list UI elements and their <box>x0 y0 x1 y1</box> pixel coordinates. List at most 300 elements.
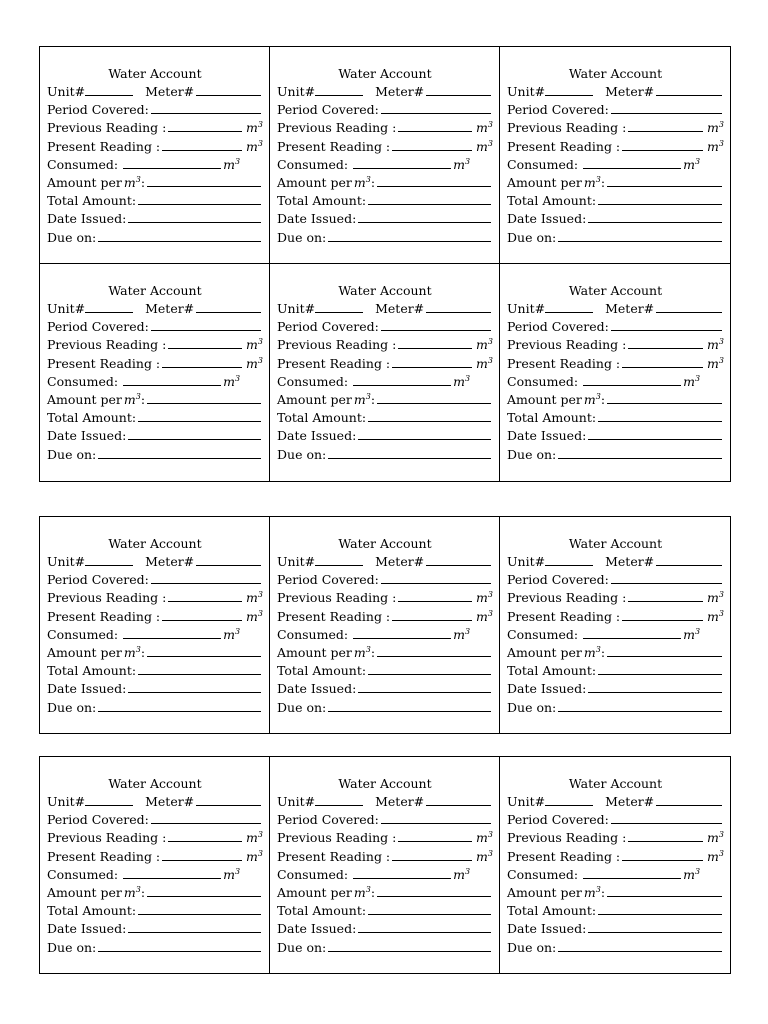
amount-per-label: Amount per <box>47 174 122 190</box>
period-covered-field[interactable] <box>381 318 491 331</box>
amount-per-field[interactable] <box>147 884 261 897</box>
unit-exponent: 3 <box>487 848 493 858</box>
unit-exponent: 3 <box>365 391 371 401</box>
total-amount-field[interactable] <box>368 902 491 915</box>
amount-per-colon: : <box>600 644 606 660</box>
unit-exponent: 3 <box>365 174 371 184</box>
total-amount-field[interactable] <box>138 192 261 205</box>
present-reading-field[interactable] <box>162 608 242 621</box>
due-on-field[interactable] <box>558 229 722 242</box>
unit-label: Unit# <box>277 554 316 569</box>
form-sheet-2 <box>39 516 731 734</box>
present-reading-label: Present Reading : <box>47 138 161 154</box>
previous-reading-label: Previous Reading : <box>47 830 167 846</box>
due-on-field[interactable] <box>98 229 261 242</box>
date-issued-row <box>47 680 263 698</box>
unit-exponent: 3 <box>135 174 141 184</box>
unit-exponent: 3 <box>234 373 241 383</box>
total-amount-field[interactable] <box>598 409 722 422</box>
unit-number-field[interactable] <box>85 83 133 96</box>
unit-exponent: 3 <box>234 156 241 166</box>
unit-meter-row <box>277 793 493 811</box>
period-covered-row <box>507 811 724 829</box>
consumed-row <box>277 373 493 391</box>
unit-label: Unit# <box>47 84 86 99</box>
unit-number-field[interactable] <box>85 793 133 806</box>
period-covered-field[interactable] <box>381 101 491 114</box>
unit-label: Unit# <box>507 554 546 569</box>
total-amount-field[interactable] <box>598 902 722 915</box>
amount-per-row <box>277 391 493 409</box>
meter-label: Meter# <box>605 554 655 569</box>
cubic-meter-unit <box>246 829 263 847</box>
amount-per-field[interactable] <box>607 644 722 657</box>
amount-per-row <box>47 391 263 409</box>
due-on-field[interactable] <box>558 939 722 952</box>
unit-letter: m <box>707 830 719 846</box>
unit-number-field[interactable] <box>545 553 593 566</box>
meter-number-field[interactable] <box>656 553 722 566</box>
present-reading-field[interactable] <box>392 138 472 151</box>
present-reading-row <box>47 608 263 626</box>
consumed-field[interactable] <box>123 866 221 879</box>
due-on-field[interactable] <box>558 446 722 459</box>
present-reading-row <box>47 138 263 156</box>
amount-per-row <box>507 391 724 409</box>
present-reading-field[interactable] <box>622 138 703 151</box>
date-issued-row <box>507 920 724 938</box>
previous-reading-field[interactable] <box>168 829 242 842</box>
amount-per-colon: : <box>600 391 606 407</box>
previous-reading-field[interactable] <box>628 336 703 349</box>
due-on-label: Due on: <box>47 939 97 955</box>
unit-exponent: 3 <box>487 337 493 347</box>
amount-per-row <box>47 174 263 192</box>
unit-number-field[interactable] <box>315 300 363 313</box>
amount-per-row <box>47 884 263 902</box>
period-covered-field[interactable] <box>151 318 261 331</box>
present-reading-label: Present Reading : <box>507 848 621 864</box>
unit-label: Unit# <box>47 794 86 809</box>
meter-label: Meter# <box>145 84 195 99</box>
date-issued-label: Date Issued: <box>277 428 357 444</box>
date-issued-label: Date Issued: <box>507 428 587 444</box>
date-issued-label: Date Issued: <box>507 681 587 697</box>
present-reading-row <box>277 848 493 866</box>
meter-number-field[interactable] <box>656 83 722 96</box>
amount-per-row <box>47 644 263 662</box>
unit-exponent: 3 <box>487 830 493 840</box>
previous-reading-field[interactable] <box>168 336 242 349</box>
total-amount-row <box>507 662 724 680</box>
consumed-field[interactable] <box>353 156 451 169</box>
unit-number-field[interactable] <box>545 793 593 806</box>
cubic-meter-unit <box>683 156 700 174</box>
previous-reading-field[interactable] <box>398 336 472 349</box>
unit-exponent: 3 <box>464 373 471 383</box>
period-covered-label: Period Covered: <box>277 572 379 588</box>
present-reading-label: Present Reading : <box>47 355 161 371</box>
cubic-meter-unit <box>124 644 141 662</box>
date-issued-row <box>507 210 724 228</box>
unit-exponent: 3 <box>487 355 493 365</box>
period-covered-field[interactable] <box>381 811 491 824</box>
present-reading-field[interactable] <box>622 608 703 621</box>
cubic-meter-unit <box>453 626 470 644</box>
due-on-label: Due on: <box>277 446 327 462</box>
unit-letter: m <box>476 848 488 864</box>
cubic-meter-unit <box>707 608 724 626</box>
meter-number-field[interactable] <box>426 553 491 566</box>
due-on-label: Due on: <box>277 939 327 955</box>
meter-number-field[interactable] <box>196 793 261 806</box>
amount-per-field[interactable] <box>147 174 261 187</box>
period-covered-field[interactable] <box>381 571 491 584</box>
unit-exponent: 3 <box>487 608 493 618</box>
unit-label: Unit# <box>47 301 86 316</box>
meter-number-field[interactable] <box>196 300 261 313</box>
meter-label: Meter# <box>145 554 195 569</box>
amount-per-label: Amount per <box>277 644 352 660</box>
meter-number-field[interactable] <box>656 300 722 313</box>
water-account-card <box>40 517 270 734</box>
consumed-row <box>277 866 493 884</box>
total-amount-row <box>277 192 493 210</box>
amount-per-label: Amount per <box>507 644 582 660</box>
present-reading-field[interactable] <box>392 355 472 368</box>
cubic-meter-unit <box>683 866 700 884</box>
amount-per-field[interactable] <box>377 174 491 187</box>
consumed-field[interactable] <box>353 373 451 386</box>
date-issued-field[interactable] <box>588 210 722 223</box>
present-reading-field[interactable] <box>162 355 242 368</box>
total-amount-field[interactable] <box>598 662 722 675</box>
date-issued-label: Date Issued: <box>277 211 357 227</box>
previous-reading-label: Previous Reading : <box>47 590 167 606</box>
unit-exponent: 3 <box>595 644 601 654</box>
period-covered-row <box>47 571 263 589</box>
previous-reading-label: Previous Reading : <box>507 590 627 606</box>
unit-letter: m <box>476 138 488 154</box>
previous-reading-field[interactable] <box>628 119 703 132</box>
previous-reading-field[interactable] <box>398 589 472 602</box>
due-on-field[interactable] <box>98 939 261 952</box>
period-covered-label: Period Covered: <box>47 319 149 335</box>
due-on-field[interactable] <box>328 939 491 952</box>
due-on-row <box>507 446 724 464</box>
period-covered-field[interactable] <box>611 571 722 584</box>
unit-exponent: 3 <box>718 355 724 365</box>
card-title: Water Account <box>338 536 432 551</box>
previous-reading-field[interactable] <box>168 119 242 132</box>
unit-exponent: 3 <box>487 120 493 130</box>
present-reading-field[interactable] <box>622 355 703 368</box>
consumed-field[interactable] <box>123 373 221 386</box>
unit-exponent: 3 <box>135 884 141 894</box>
date-issued-field[interactable] <box>588 680 722 693</box>
previous-reading-label: Previous Reading : <box>47 337 167 353</box>
due-on-field[interactable] <box>328 699 491 712</box>
consumed-row <box>47 866 263 884</box>
consumed-row <box>507 626 724 644</box>
consumed-field[interactable] <box>123 156 221 169</box>
meter-number-field[interactable] <box>196 83 261 96</box>
unit-exponent: 3 <box>257 120 263 130</box>
period-covered-field[interactable] <box>611 318 722 331</box>
period-covered-field[interactable] <box>611 101 722 114</box>
previous-reading-row <box>277 336 493 354</box>
total-amount-field[interactable] <box>138 902 261 915</box>
date-issued-row <box>507 680 724 698</box>
consumed-field[interactable] <box>583 156 681 169</box>
unit-meter-row <box>47 83 263 101</box>
water-account-card <box>270 517 500 734</box>
previous-reading-label: Previous Reading : <box>47 120 167 136</box>
unit-number-field[interactable] <box>315 83 363 96</box>
cubic-meter-unit <box>707 829 724 847</box>
unit-number-field[interactable] <box>315 793 363 806</box>
meter-number-field[interactable] <box>426 83 491 96</box>
due-on-field[interactable] <box>98 446 261 459</box>
unit-number-field[interactable] <box>85 553 133 566</box>
total-amount-field[interactable] <box>368 662 491 675</box>
meter-number-field[interactable] <box>196 553 261 566</box>
cubic-meter-unit <box>584 391 601 409</box>
unit-exponent: 3 <box>718 590 724 600</box>
consumed-field[interactable] <box>583 626 681 639</box>
date-issued-field[interactable] <box>128 920 261 933</box>
amount-per-field[interactable] <box>607 174 722 187</box>
unit-meter-row <box>47 793 263 811</box>
unit-exponent: 3 <box>135 644 141 654</box>
unit-exponent: 3 <box>135 391 141 401</box>
unit-letter: m <box>707 355 719 371</box>
cubic-meter-unit <box>476 829 493 847</box>
present-reading-field[interactable] <box>162 138 242 151</box>
consumed-field[interactable] <box>583 866 681 879</box>
meter-number-field[interactable] <box>656 793 722 806</box>
due-on-label: Due on: <box>507 939 557 955</box>
date-issued-field[interactable] <box>588 920 722 933</box>
period-covered-field[interactable] <box>151 811 261 824</box>
unit-letter: m <box>223 626 235 642</box>
period-covered-field[interactable] <box>151 101 261 114</box>
meter-label: Meter# <box>375 554 425 569</box>
unit-number-field[interactable] <box>315 553 363 566</box>
cubic-meter-unit <box>453 373 470 391</box>
consumed-row <box>277 626 493 644</box>
date-issued-label: Date Issued: <box>277 681 357 697</box>
consumed-field[interactable] <box>353 866 451 879</box>
due-on-row <box>277 939 493 957</box>
previous-reading-field[interactable] <box>398 829 472 842</box>
water-account-card <box>500 47 730 264</box>
due-on-field[interactable] <box>98 699 261 712</box>
card-title: Water Account <box>568 536 663 551</box>
amount-per-field[interactable] <box>377 884 491 897</box>
present-reading-label: Present Reading : <box>507 355 621 371</box>
unit-exponent: 3 <box>257 355 263 365</box>
cubic-meter-unit <box>584 644 601 662</box>
unit-letter: m <box>683 866 695 882</box>
previous-reading-label: Previous Reading : <box>507 337 627 353</box>
date-issued-label: Date Issued: <box>47 211 127 227</box>
cubic-meter-unit <box>707 138 724 156</box>
period-covered-row <box>507 318 724 336</box>
consumed-row <box>47 626 263 644</box>
unit-meter-row <box>277 83 493 101</box>
cubic-meter-unit <box>584 174 601 192</box>
unit-exponent: 3 <box>694 373 701 383</box>
unit-exponent: 3 <box>257 830 263 840</box>
amount-per-field[interactable] <box>377 391 491 404</box>
cubic-meter-unit <box>223 866 240 884</box>
amount-per-row <box>507 884 724 902</box>
unit-number-field[interactable] <box>545 300 593 313</box>
date-issued-label: Date Issued: <box>507 211 587 227</box>
previous-reading-field[interactable] <box>628 829 703 842</box>
previous-reading-label: Previous Reading : <box>277 590 397 606</box>
consumed-label: Consumed: <box>507 156 579 172</box>
card-title: Water Account <box>108 536 202 551</box>
period-covered-field[interactable] <box>151 571 261 584</box>
previous-reading-row <box>277 589 493 607</box>
unit-meter-row <box>507 300 724 318</box>
unit-letter: m <box>476 355 488 371</box>
present-reading-row <box>277 138 493 156</box>
present-reading-label: Present Reading : <box>277 848 391 864</box>
present-reading-label: Present Reading : <box>277 608 391 624</box>
date-issued-row <box>277 427 493 445</box>
due-on-label: Due on: <box>47 229 97 245</box>
consumed-row <box>47 156 263 174</box>
unit-letter: m <box>683 373 695 389</box>
date-issued-field[interactable] <box>128 210 261 223</box>
amount-per-row <box>277 174 493 192</box>
date-issued-field[interactable] <box>588 427 722 440</box>
unit-number-field[interactable] <box>85 300 133 313</box>
present-reading-field[interactable] <box>162 848 242 861</box>
total-amount-label: Total Amount: <box>277 193 367 209</box>
amount-per-field[interactable] <box>147 644 261 657</box>
period-covered-row <box>507 101 724 119</box>
unit-letter: m <box>123 391 136 407</box>
unit-letter: m <box>707 337 719 353</box>
total-amount-field[interactable] <box>368 409 491 422</box>
amount-per-field[interactable] <box>607 884 722 897</box>
previous-reading-row <box>277 829 493 847</box>
previous-reading-row <box>507 829 724 847</box>
due-on-field[interactable] <box>558 699 722 712</box>
unit-number-field[interactable] <box>545 83 593 96</box>
cubic-meter-unit <box>683 373 700 391</box>
unit-letter: m <box>353 884 366 900</box>
meter-number-field[interactable] <box>426 793 491 806</box>
total-amount-field[interactable] <box>138 409 261 422</box>
cubic-meter-unit <box>354 884 371 902</box>
due-on-label: Due on: <box>507 229 557 245</box>
amount-per-field[interactable] <box>377 644 491 657</box>
meter-number-field[interactable] <box>426 300 491 313</box>
amount-per-row <box>277 884 493 902</box>
total-amount-field[interactable] <box>138 662 261 675</box>
unit-exponent: 3 <box>257 138 263 148</box>
period-covered-field[interactable] <box>611 811 722 824</box>
unit-letter: m <box>246 848 258 864</box>
amount-per-field[interactable] <box>607 391 722 404</box>
date-issued-row <box>277 210 493 228</box>
present-reading-field[interactable] <box>622 848 703 861</box>
meter-label: Meter# <box>145 794 195 809</box>
date-issued-label: Date Issued: <box>47 921 127 937</box>
amount-per-field[interactable] <box>147 391 261 404</box>
due-on-field[interactable] <box>328 446 491 459</box>
due-on-row <box>507 699 724 717</box>
amount-per-label: Amount per <box>507 391 582 407</box>
date-issued-field[interactable] <box>128 427 261 440</box>
total-amount-field[interactable] <box>598 192 722 205</box>
consumed-field[interactable] <box>353 626 451 639</box>
consumed-field[interactable] <box>123 626 221 639</box>
present-reading-label: Present Reading : <box>47 608 161 624</box>
present-reading-row <box>507 138 724 156</box>
previous-reading-row <box>47 829 263 847</box>
period-covered-label: Period Covered: <box>507 102 609 118</box>
total-amount-row <box>277 409 493 427</box>
date-issued-field[interactable] <box>128 680 261 693</box>
present-reading-field[interactable] <box>392 608 472 621</box>
previous-reading-field[interactable] <box>398 119 472 132</box>
amount-per-colon: : <box>600 884 606 900</box>
total-amount-label: Total Amount: <box>277 903 367 919</box>
previous-reading-field[interactable] <box>628 589 703 602</box>
date-issued-field[interactable] <box>358 920 491 933</box>
due-on-label: Due on: <box>507 446 557 462</box>
cubic-meter-unit <box>124 884 141 902</box>
date-issued-field[interactable] <box>358 210 491 223</box>
due-on-label: Due on: <box>277 699 327 715</box>
present-reading-field[interactable] <box>392 848 472 861</box>
present-reading-row <box>277 355 493 373</box>
cubic-meter-unit <box>476 138 493 156</box>
total-amount-field[interactable] <box>368 192 491 205</box>
date-issued-field[interactable] <box>358 680 491 693</box>
previous-reading-field[interactable] <box>168 589 242 602</box>
amount-per-label: Amount per <box>47 884 122 900</box>
amount-per-label: Amount per <box>507 174 582 190</box>
unit-meter-row <box>47 300 263 318</box>
due-on-row <box>277 699 493 717</box>
cubic-meter-unit <box>223 373 240 391</box>
due-on-field[interactable] <box>328 229 491 242</box>
previous-reading-label: Previous Reading : <box>277 830 397 846</box>
consumed-field[interactable] <box>583 373 681 386</box>
card-title: Water Account <box>568 66 663 81</box>
unit-letter: m <box>123 174 136 190</box>
consumed-label: Consumed: <box>277 626 349 642</box>
unit-exponent: 3 <box>595 884 601 894</box>
consumed-label: Consumed: <box>507 866 579 882</box>
cubic-meter-unit <box>707 119 724 137</box>
total-amount-label: Total Amount: <box>47 193 137 209</box>
period-covered-label: Period Covered: <box>277 812 379 828</box>
period-covered-label: Period Covered: <box>47 102 149 118</box>
unit-letter: m <box>223 373 235 389</box>
unit-exponent: 3 <box>257 590 263 600</box>
consumed-label: Consumed: <box>277 156 349 172</box>
unit-exponent: 3 <box>718 848 724 858</box>
date-issued-field[interactable] <box>358 427 491 440</box>
